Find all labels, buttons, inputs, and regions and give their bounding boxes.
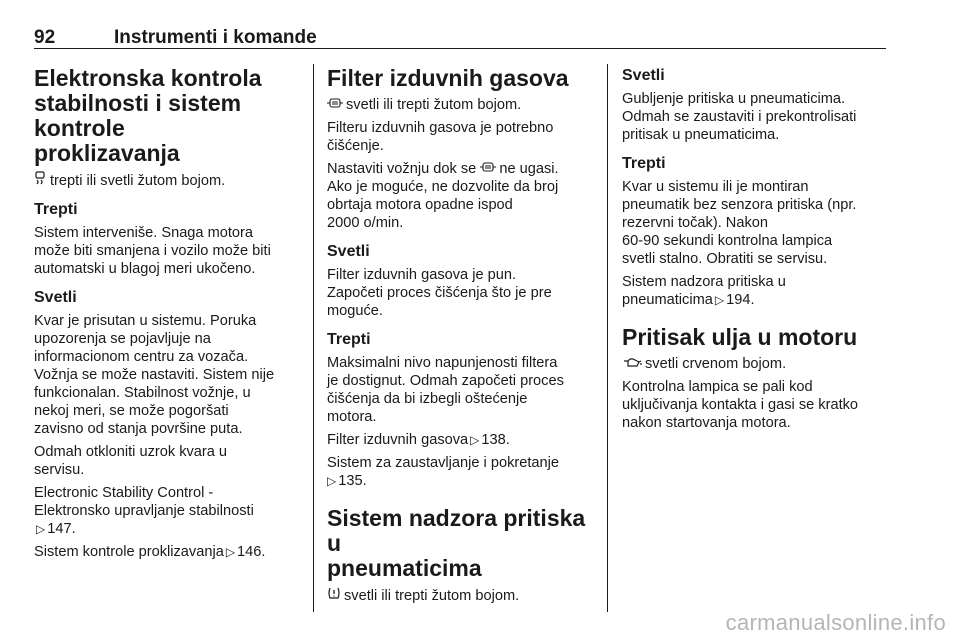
heading-svetli: Svetli — [622, 67, 665, 84]
column-esc — [34, 66, 300, 566]
column-tpms-oil — [622, 66, 888, 437]
esc-skid-icon — [34, 171, 47, 190]
tpms-intro: svetli ili trepti žutom bojom. — [327, 586, 595, 605]
column-divider — [607, 64, 608, 612]
tpms-trepti-text: Kvar u sistemu ili je montiran pneumatik bez senzora pritiska (npr. rezervni točak). Nakon 60-90 sekundi kontrolna lampica svetli stalno. Obratiti se servisu. — [622, 179, 857, 267]
heading-trepti: Trepti — [327, 331, 371, 348]
column-divider — [313, 64, 314, 612]
dpf-p2: Nastaviti vožnju dok se ne ugasi. Ako je moguće, ne dozvolite da broj obrtaja motora opadne ispod 2000 o/min. — [327, 161, 559, 231]
oil-p1: Kontrolna lampica se pali kod uključivanja kontakta i gasi se kratko nakon startovanja motora. — [622, 379, 859, 431]
exhaust-filter-icon — [327, 96, 343, 114]
heading-trepti: Trepti — [34, 201, 78, 218]
stop-start-reference[interactable]: Sistem za zaustavljanje i pokretanje ▷ 135. — [327, 455, 559, 489]
tc-reference[interactable]: Sistem kontrole proklizavanja ▷ 146. — [34, 544, 266, 560]
tpms-reference[interactable]: Sistem nadzora pritiska u pneumaticima ▷ 194. — [622, 274, 786, 308]
dpf-svetli-text: Filter izduvnih gasova je pun. Započeti proces čišćenja što je pre moguće. — [327, 267, 552, 319]
heading-svetli: Svetli — [327, 243, 370, 260]
dpf-p1: Filteru izduvnih gasova je potrebno čišćenje. — [327, 120, 554, 154]
watermark: carmanualsonline.info — [725, 610, 946, 635]
tpms-svetli-text: Gubljenje pritiska u pneumaticima. Odmah se zaustaviti i prekontrolisati pritisak u pneumaticima. — [622, 91, 857, 143]
header-title: Instrumenti i komande — [114, 27, 317, 48]
action-text: Odmah otkloniti uzrok kvara u servisu. — [34, 444, 228, 478]
exhaust-filter-icon — [480, 160, 496, 178]
section-title-esc: Elektronska kontrola stabilnosti i sistem kontrole proklizavanja — [34, 65, 262, 166]
page-ref-arrow-icon: ▷ — [36, 522, 46, 536]
page-ref-arrow-icon: ▷ — [225, 545, 236, 559]
oil-intro: svetli crvenom bojom. — [622, 355, 888, 373]
dpf-reference[interactable]: Filter izduvnih gasova ▷ 138. — [327, 432, 510, 448]
column-dpf — [327, 66, 595, 610]
heading-svetli: Svetli — [34, 289, 77, 306]
page-ref-arrow-icon: ▷ — [470, 433, 480, 447]
page-ref-arrow-icon: ▷ — [327, 474, 337, 488]
svetli-text: Kvar je prisutan u sistemu. Poruka upozorenja se pojavljuje na informacionom centru za vozača. Vožnja se može nastaviti. Sistem nije funkcionalan. Stabilnost vožnje, u nekoj meri, se može pogoršati zavisno od stanja površine puta. — [34, 313, 275, 437]
section-title-tpms: Sistem nadzora pritiska u pneumaticima — [327, 505, 586, 581]
trepti-text: Sistem interveniše. Snaga motora može biti smanjena i vozilo može biti automatski u blagoj meri ukočeno. — [34, 225, 271, 277]
tire-pressure-icon — [327, 586, 341, 605]
dpf-trepti-text: Maksimalni nivo napunjenosti filtera je dostignut. Odmah započeti proces čišćenja da bi izbegli oštećenje motora. — [327, 355, 564, 425]
heading-trepti: Trepti — [622, 155, 666, 172]
esc-intro: trepti ili svetli žutom bojom. — [34, 171, 300, 190]
section-title-oil: Pritisak ulja u motoru — [622, 324, 858, 350]
dpf-intro: svetli ili trepti žutom bojom. — [327, 96, 595, 114]
section-title-dpf: Filter izduvnih gasova — [327, 65, 569, 91]
page-number: 92 — [34, 27, 56, 48]
page-ref-arrow-icon: ▷ — [714, 293, 725, 307]
esc-reference[interactable]: Electronic Stability Control - Elektronsko upravljanje stabilnosti ▷ 147. — [34, 485, 254, 537]
page-header — [34, 24, 886, 49]
oil-can-icon — [622, 355, 642, 373]
